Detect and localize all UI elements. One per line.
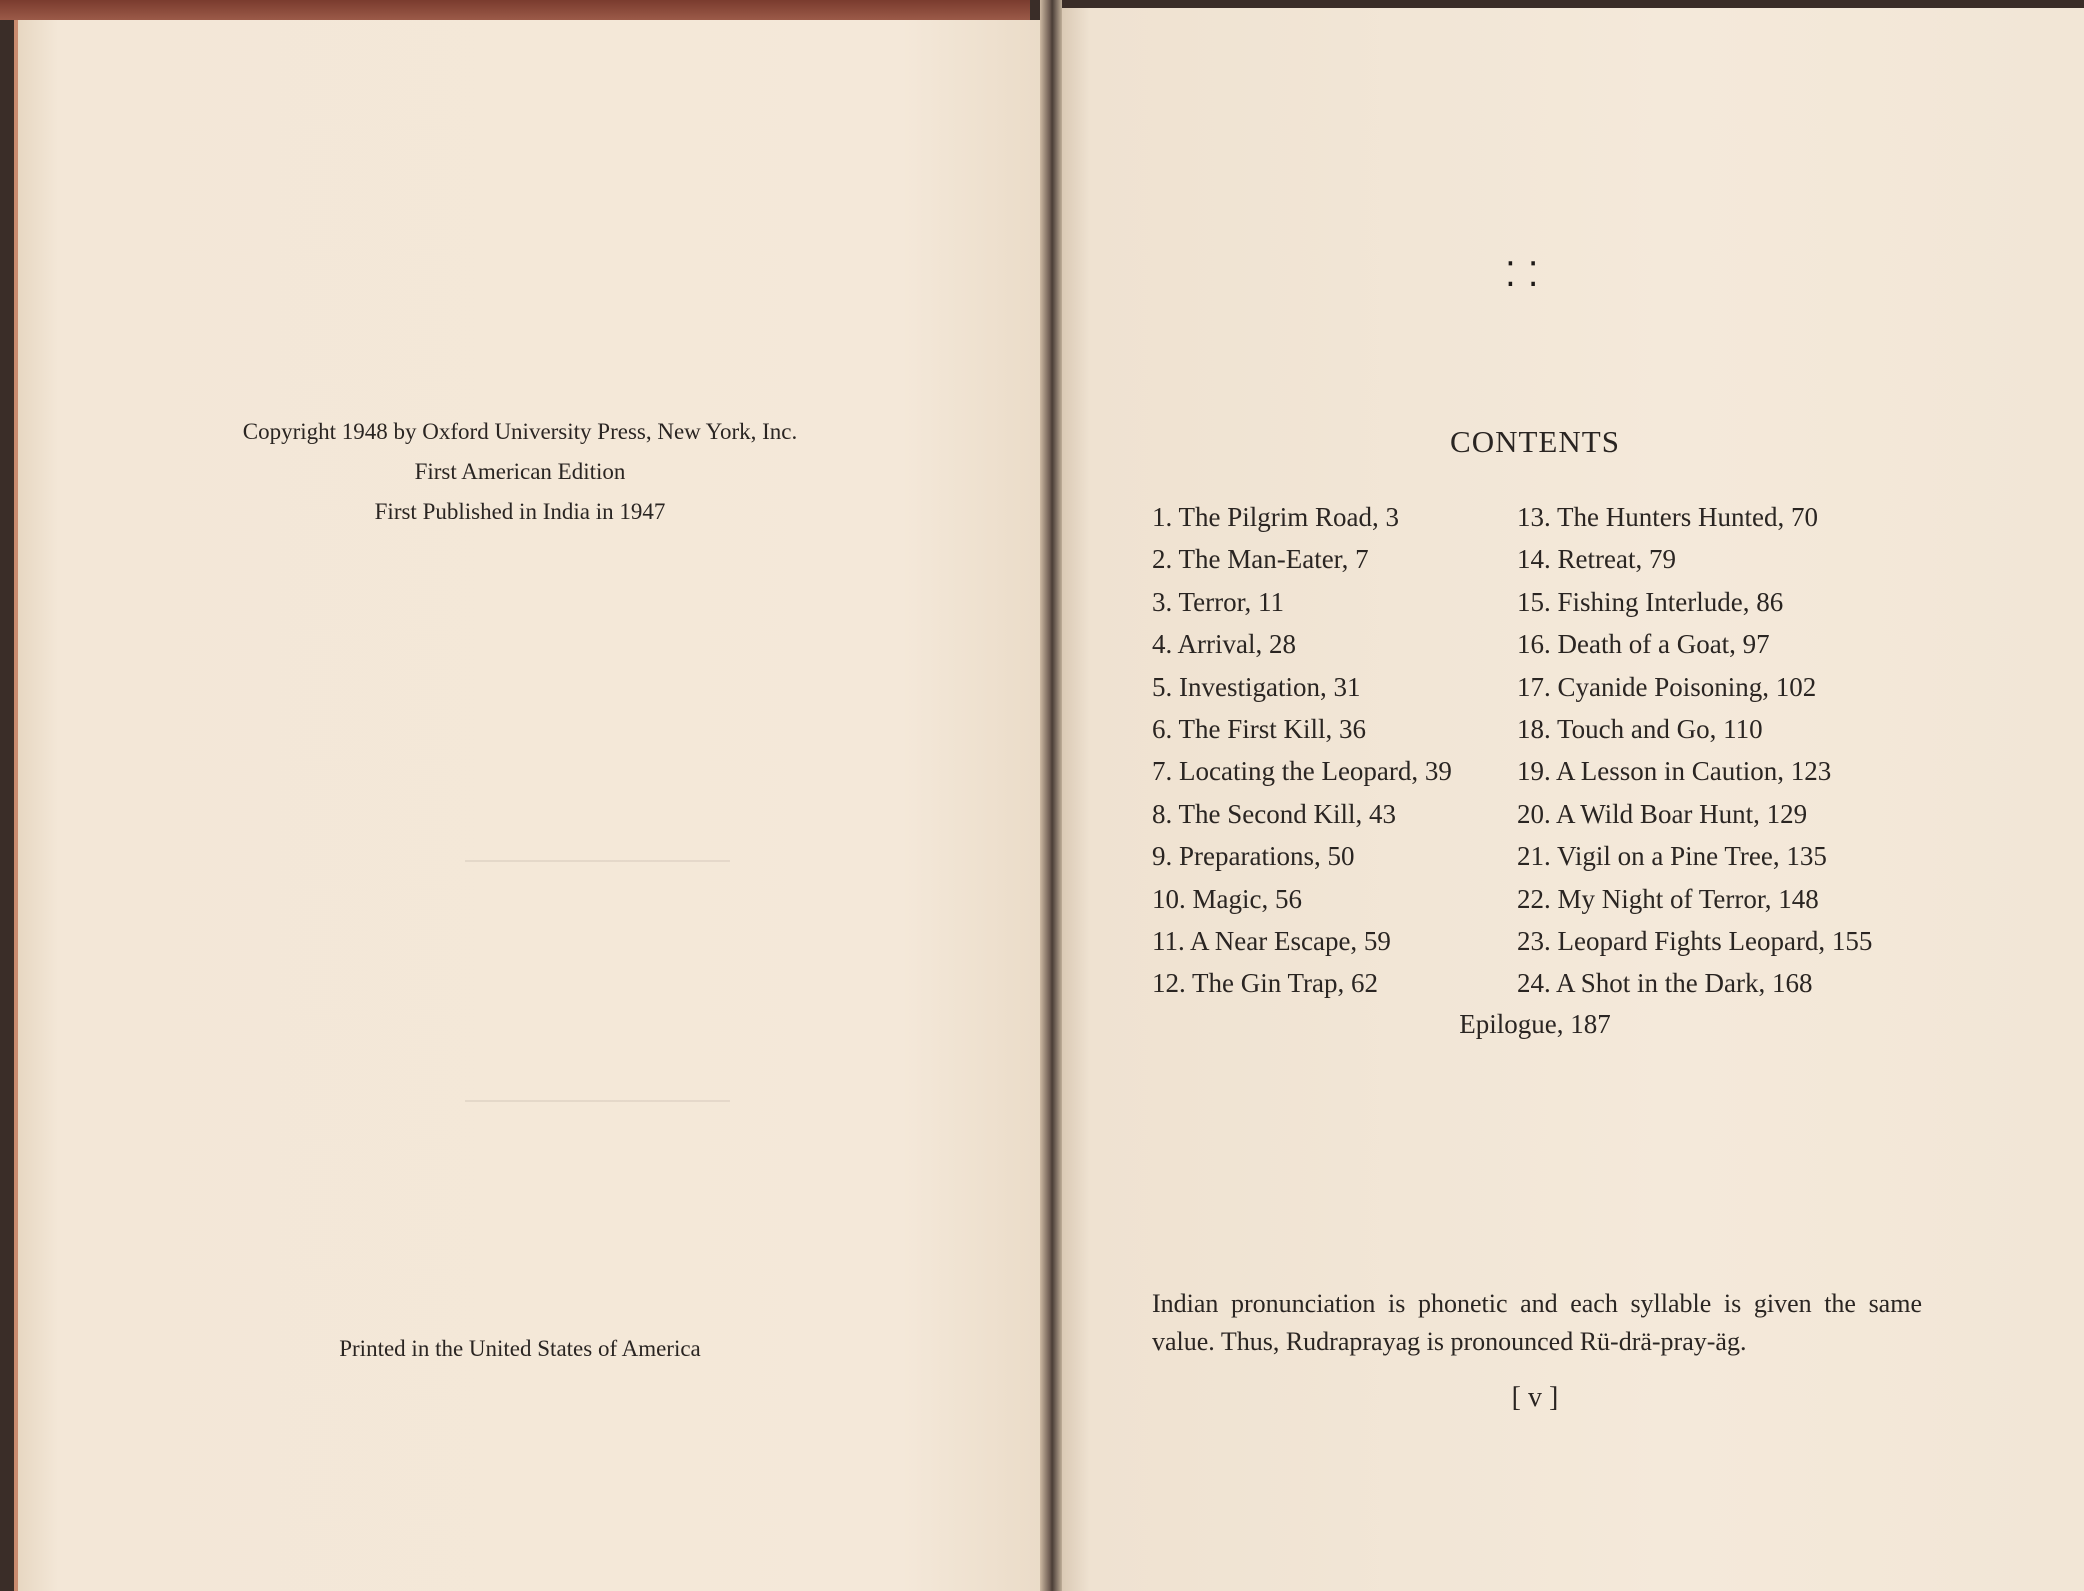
toc-entry: 3. Terror, 11: [1152, 586, 1284, 617]
toc-entry: 6. The First Kill, 36: [1152, 713, 1367, 744]
copyright-block: [0, 412, 1040, 532]
toc-entry: 1. The Pilgrim Road, 3: [1152, 502, 1399, 532]
toc-entry: 14. Retreat, 79: [1517, 544, 1676, 575]
epilogue-entry: Epilogue, 187: [1459, 1009, 1611, 1039]
cover-edge: [0, 0, 1030, 20]
printed-in-line: Printed in the United States of America: [339, 1336, 701, 1361]
contents-heading: CONTENTS: [1450, 424, 1620, 459]
toc-entry: 20. A Wild Boar Hunt, 129: [1517, 798, 1808, 829]
toc-entry: 5. Investigation, 31: [1152, 671, 1361, 702]
toc-entry: 21. Vigil on a Pine Tree, 135: [1517, 841, 1827, 872]
toc-entry: 17. Cyanide Poisoning, 102: [1517, 671, 1817, 702]
page-number: [ v ]: [1511, 1382, 1559, 1413]
toc-entry: 24. A Shot in the Dark, 168: [1517, 968, 1813, 999]
show-through-rule: [465, 860, 730, 862]
toc-entry: 22. My Night of Terror, 148: [1517, 883, 1819, 914]
toc-entry: 7. Locating the Leopard, 39: [1152, 756, 1452, 787]
toc-left-column: [1152, 496, 1452, 1005]
toc-entry: 13. The Hunters Hunted, 70: [1517, 502, 1818, 532]
toc-entry: 9. Preparations, 50: [1152, 841, 1355, 872]
toc-entry: 2. The Man-Eater, 7: [1152, 544, 1369, 575]
toc-entry: 23. Leopard Fights Leopard, 155: [1517, 925, 1873, 956]
toc-entry: 12. The Gin Trap, 62: [1152, 968, 1379, 999]
ornament-icon: ⁚⁚: [1505, 257, 1551, 294]
toc-right-column: [1517, 496, 1872, 1005]
show-through-rule: [465, 1100, 730, 1102]
pronunciation-note: Indian pronunciation is phonetic and each syllable is given the same value. Thus, Rudraprayag is pronounced Rü-drä-pray-äg.: [1152, 1289, 1922, 1356]
first-published-line: First Published in India in 1947: [374, 499, 666, 524]
toc-entry: 15. Fishing Interlude, 86: [1517, 586, 1784, 617]
toc-entry: 16. Death of a Goat, 97: [1517, 629, 1770, 660]
book-gutter: [1040, 0, 1062, 1591]
edition-line: First American Edition: [414, 459, 626, 484]
toc-entry: 10. Magic, 56: [1152, 883, 1302, 914]
toc-entry: 4. Arrival, 28: [1152, 629, 1296, 660]
toc-entry: 18. Touch and Go, 110: [1517, 713, 1763, 744]
copyright-line: Copyright 1948 by Oxford University Press, New York, Inc.: [242, 419, 798, 444]
toc-entry: 8. The Second Kill, 43: [1152, 798, 1396, 829]
toc-entry: 11. A Near Escape, 59: [1152, 925, 1391, 956]
toc-entry: 19. A Lesson in Caution, 123: [1517, 756, 1832, 787]
